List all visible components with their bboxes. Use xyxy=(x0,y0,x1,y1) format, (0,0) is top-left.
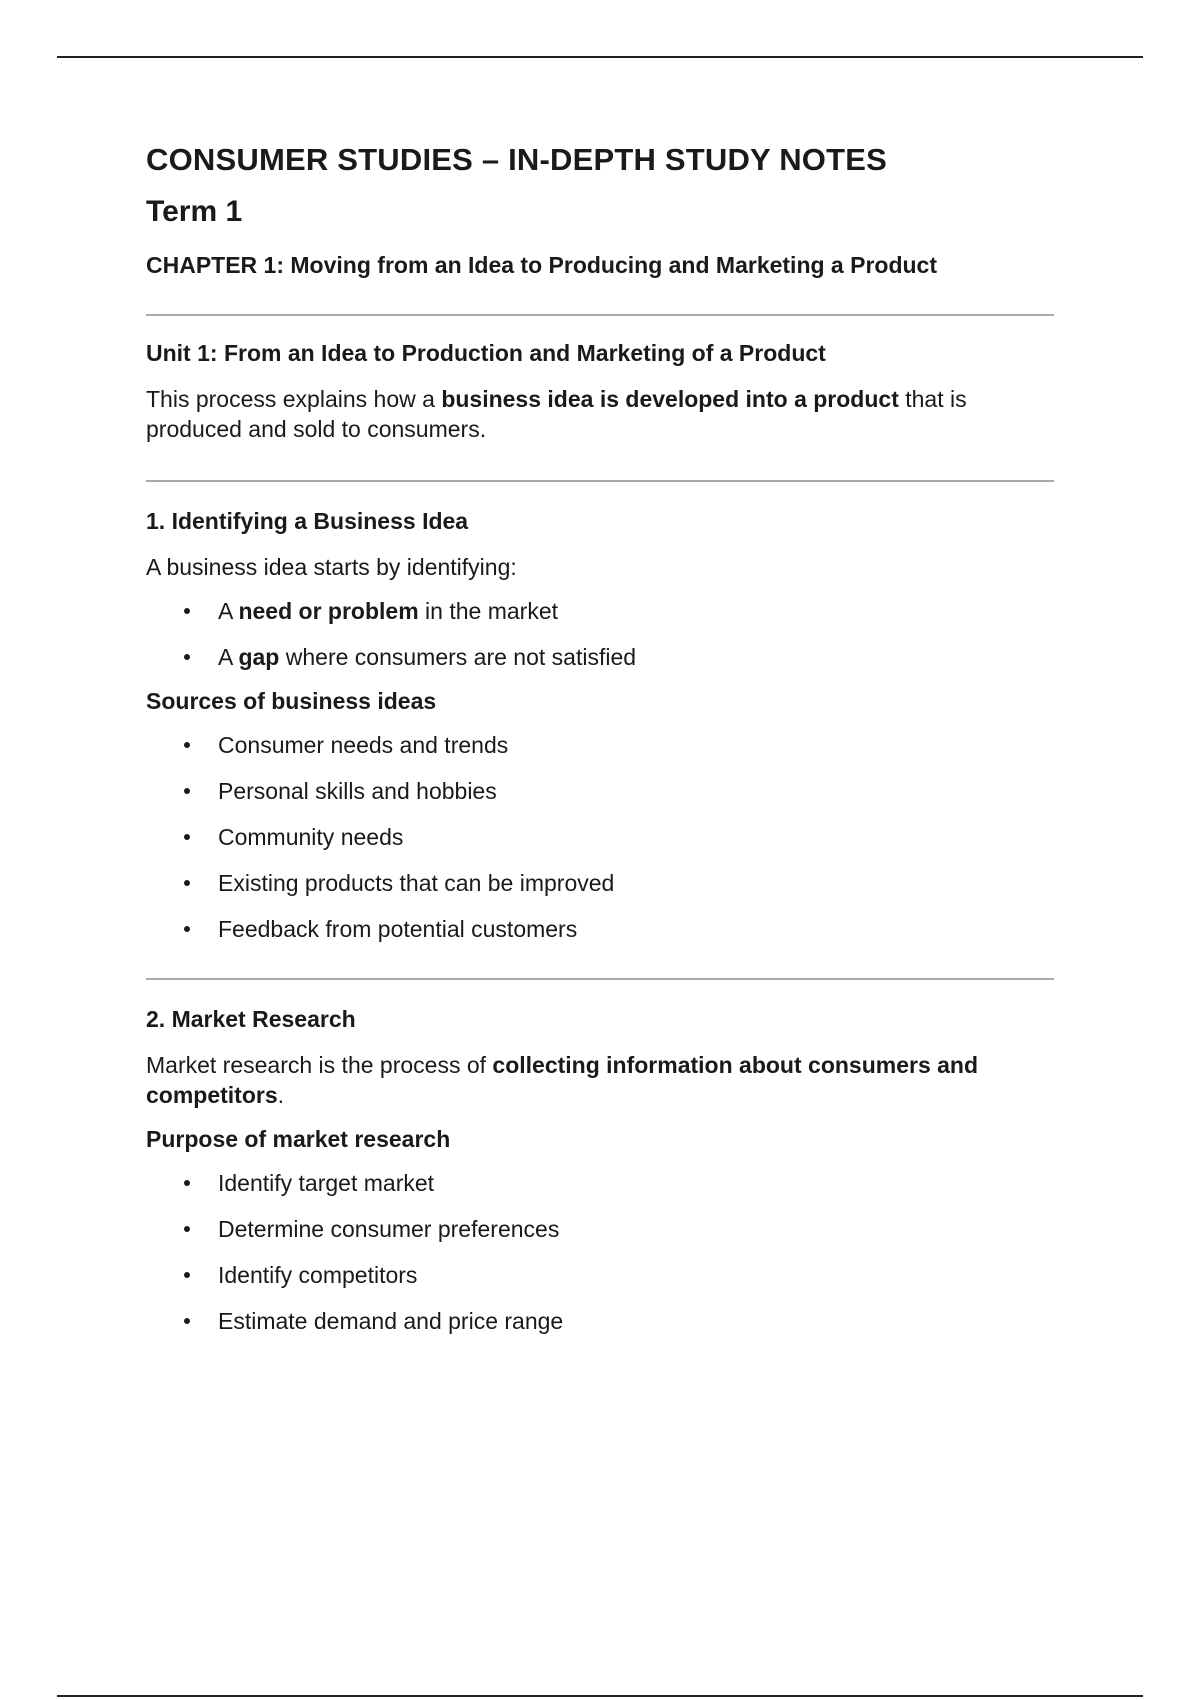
list-item xyxy=(146,1168,1056,1198)
item-text: Existing products that can be improved xyxy=(218,870,615,896)
bullet-icon xyxy=(184,608,190,614)
item-text-pre: A xyxy=(218,598,239,624)
bullet-icon xyxy=(184,1180,190,1186)
item-text: Feedback from potential customers xyxy=(218,916,578,942)
document-body xyxy=(146,140,1056,1336)
bullet-icon xyxy=(184,1318,190,1324)
bullet-icon xyxy=(184,1272,190,1278)
list-item xyxy=(146,868,1056,898)
bullet-icon xyxy=(184,1226,190,1232)
unit-intro-paragraph xyxy=(146,384,1056,444)
list-item xyxy=(146,914,1056,944)
section-2-heading: 2. Market Research xyxy=(146,1006,356,1032)
item-text: Community needs xyxy=(218,824,404,850)
item-text-pre: A xyxy=(218,644,239,670)
section-divider xyxy=(146,314,1054,316)
sources-heading: Sources of business ideas xyxy=(146,688,437,714)
bullet-icon xyxy=(184,926,190,932)
list-item xyxy=(146,596,1056,626)
section-2-lead xyxy=(146,1050,1056,1110)
list-item xyxy=(146,1214,1056,1244)
item-text: Determine consumer preferences xyxy=(218,1216,560,1242)
lead-text-post: . xyxy=(277,1082,285,1108)
lead-text-bold: collecting information about consumers and competitors xyxy=(146,1052,979,1108)
intro-text-bold: business idea is developed into a product xyxy=(441,386,899,412)
purpose-list xyxy=(146,1168,1056,1336)
item-text: Personal skills and hobbies xyxy=(218,778,497,804)
lead-text-pre: Market research is the process of xyxy=(146,1052,493,1078)
section-1-heading: 1. Identifying a Business Idea xyxy=(146,508,469,534)
item-text: Estimate demand and price range xyxy=(218,1308,564,1334)
list-item xyxy=(146,822,1056,852)
list-item xyxy=(146,730,1056,760)
business-idea-list xyxy=(146,596,1056,672)
list-item xyxy=(146,1260,1056,1290)
item-text: Identify target market xyxy=(218,1170,435,1196)
item-text-bold: gap xyxy=(238,644,280,670)
list-item xyxy=(146,642,1056,672)
intro-text-pre: This process explains how a xyxy=(146,386,442,412)
unit-heading: Unit 1: From an Idea to Production and Marketing of a Product xyxy=(146,340,826,366)
purpose-heading: Purpose of market research xyxy=(146,1126,451,1152)
section-1-lead: A business idea starts by identifying: xyxy=(146,554,517,580)
document-title: CONSUMER STUDIES – IN-DEPTH STUDY NOTES xyxy=(146,142,887,177)
list-item xyxy=(146,1306,1056,1336)
item-text: Identify competitors xyxy=(218,1262,418,1288)
bullet-icon xyxy=(184,880,190,886)
term-heading: Term 1 xyxy=(146,195,243,228)
section-divider xyxy=(146,978,1054,980)
page-top-rule xyxy=(57,56,1143,58)
item-text: Consumer needs and trends xyxy=(218,732,509,758)
sources-list xyxy=(146,730,1056,944)
item-text-post: where consumers are not satisfied xyxy=(279,644,637,670)
bullet-icon xyxy=(184,788,190,794)
bullet-icon xyxy=(184,834,190,840)
list-item xyxy=(146,776,1056,806)
bullet-icon xyxy=(184,654,190,660)
chapter-heading: CHAPTER 1: Moving from an Idea to Producing and Marketing a Product xyxy=(146,252,938,278)
item-text-post: in the market xyxy=(418,598,559,624)
section-divider xyxy=(146,480,1054,482)
intro-text-post: that is produced and sold to consumers. xyxy=(146,386,967,442)
page-bottom-rule xyxy=(57,1695,1143,1697)
item-text-bold: need or problem xyxy=(238,598,419,624)
bullet-icon xyxy=(184,742,190,748)
